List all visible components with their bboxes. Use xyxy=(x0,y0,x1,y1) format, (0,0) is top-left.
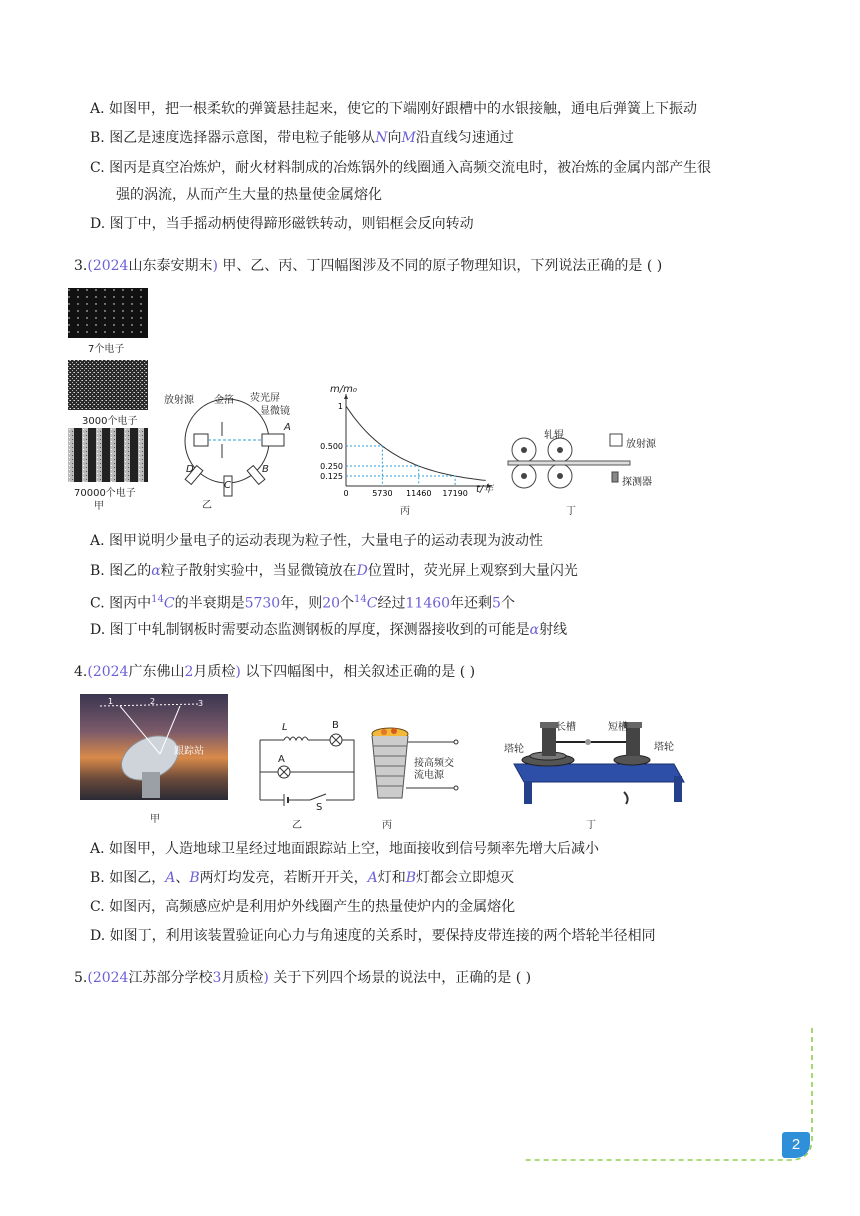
q3-figure-yi xyxy=(164,386,314,516)
label-inductor-l: L xyxy=(282,722,288,733)
q2-option-c-line1: C. 图丙是真空冶炼炉，耐火材料制成的冶炼锅外的线圈通入高频交流电时，被冶炼的金属内部产生很 xyxy=(90,160,712,176)
q2-option-b: B. 图乙是速度选择器示意图，带电粒子能够从N向M沿直线匀速通过 xyxy=(90,130,514,146)
y-tick-label: 0.500 xyxy=(320,442,343,451)
label-detector: 探测器 xyxy=(622,477,652,488)
guide-line xyxy=(346,476,455,486)
q3-figure-ding xyxy=(504,426,684,516)
label-lamp-b: B xyxy=(332,720,339,731)
label-microscope: 显微镜 xyxy=(260,406,290,417)
q2-option-a: A. 如图甲，把一根柔软的弹簧悬挂起来，使它的下端刚好跟槽中的水银接触，通电后弹簧上下振动 xyxy=(90,101,698,117)
caption-q4-ding: 丁 xyxy=(586,820,596,831)
x-tick-label: 0 xyxy=(343,489,349,498)
q4-option-c: C. 如图丙，高频感应炉是利用炉外线圈产生的热量使炉内的金属熔化 xyxy=(90,899,516,915)
label-position-a: A xyxy=(284,422,291,433)
caption-bing: 丙 xyxy=(400,506,410,517)
label-hf-source-1: 接高频交 xyxy=(414,758,454,769)
caption-q4-yi: 乙 xyxy=(292,820,302,831)
label-gold-foil: 金箔 xyxy=(214,395,234,406)
centripetal-force-apparatus xyxy=(504,712,694,812)
label-switch-s: S xyxy=(316,802,323,813)
label-rollers: 轧辊 xyxy=(544,430,564,441)
decay-curve xyxy=(346,406,486,480)
image-70000-electrons xyxy=(68,428,148,482)
q2-option-c-line2: 强的涡流，从而产生大量的热量使金属熔化 xyxy=(116,187,382,203)
label-tower-wheel-right: 塔轮 xyxy=(654,742,674,753)
q4-stem: 4.(2024广东佛山2月质检) 以下四幅图中，相关叙述正确的是 ( ) xyxy=(74,664,476,680)
y-tick-label: 0.125 xyxy=(320,472,343,481)
q4-option-a: A. 如图甲，人造地球卫星经过地面跟踪站上空，地面接收到信号频率先增大后减小 xyxy=(90,841,600,857)
caption-q4-jia: 甲 xyxy=(150,814,160,825)
label-tower-wheel-left: 塔轮 xyxy=(504,744,524,755)
circuit-diagram xyxy=(254,720,364,806)
q4-figure-ding xyxy=(504,712,694,831)
label-3000-electrons: 3000个电子 xyxy=(82,416,138,427)
q3-figure-jia xyxy=(66,288,156,512)
caption-q4-bing: 丙 xyxy=(382,820,392,831)
label-ding-source: 放射源 xyxy=(626,439,656,450)
q3-option-d: D. 图丁中轧制钢板时需要动态监测钢板的厚度，探测器接收到的可能是α射线 xyxy=(90,622,568,638)
label-position-c: C xyxy=(224,480,231,491)
image-3000-electrons xyxy=(68,360,148,410)
q5-stem: 5.(2024江苏部分学校3月质检) 关于下列四个场景的说法中，正确的是 ( ) xyxy=(74,970,532,986)
label-position-d: D xyxy=(186,464,194,475)
y-tick-label: 0.250 xyxy=(320,462,343,471)
electron-interference-images xyxy=(66,288,156,508)
svg-text:2: 2 xyxy=(150,697,156,706)
image-7-electrons xyxy=(68,288,148,338)
label-tracking-station: 跟踪站 xyxy=(174,746,204,757)
page-corner-decoration xyxy=(520,1020,820,1170)
svg-text:3: 3 xyxy=(198,699,204,708)
label-long-slot: 长槽 xyxy=(556,722,576,733)
page-number: 2 xyxy=(791,1136,801,1153)
caption-jia: 甲 xyxy=(94,501,104,512)
label-position-b: B xyxy=(262,464,269,475)
q3-option-b: B. 图乙的α粒子散射实验中，当显微镜放在D位置时，荧光屏上观察到大量闪光 xyxy=(90,563,578,579)
label-short-slot: 短槽 xyxy=(608,722,628,733)
y-tick-label: 1 xyxy=(337,402,343,411)
chart-xlabel: t/年 xyxy=(476,484,494,495)
q4-figure-yi xyxy=(254,720,364,831)
label-7-electrons: 7个电子 xyxy=(88,344,125,355)
rolling-mill-diagram xyxy=(504,426,684,506)
x-tick-label: 5730 xyxy=(372,489,393,498)
label-fluorescent-screen: 荧光屏 xyxy=(250,393,280,404)
q2-option-d: D. 图丁中，当手摇动柄使得蹄形磁铁转动，则铝框会反向转动 xyxy=(90,216,474,232)
q3-figure-bing xyxy=(316,384,502,517)
q3-option-c: C. 图丙中$^{14}$C的半衰期是5730年，则20个$^{14}$C经过11460年还剩5个 xyxy=(90,594,515,612)
label-radioactive-source: 放射源 xyxy=(164,395,194,406)
x-tick-label: 11460 xyxy=(406,489,432,498)
q4-option-d: D. 如图丁，利用该装置验证向心力与角速度的关系时，要保持皮带连接的两个塔轮半径相同 xyxy=(90,928,656,944)
q3-stem: 3.(2024山东泰安期末) 甲、乙、丙、丁四幅图涉及不同的原子物理知识，下列说法正确的是 ( ) xyxy=(74,258,663,274)
caption-ding: 丁 xyxy=(566,506,576,517)
caption-yi: 乙 xyxy=(202,500,212,511)
q4-figure-jia xyxy=(80,694,230,824)
label-lamp-a: A xyxy=(278,754,285,765)
q4-option-b: B. 如图乙，A、B两灯均发亮，若断开开关，A灯和B灯都会立即熄灭 xyxy=(90,870,515,886)
label-hf-source-2: 流电源 xyxy=(414,770,444,781)
x-tick-label: 17190 xyxy=(442,489,468,498)
decay-chart xyxy=(316,384,502,504)
q4-figure-bing xyxy=(366,718,476,831)
radar-dish-icon xyxy=(80,694,228,800)
label-70000-electrons: 70000个电子 xyxy=(74,488,136,499)
svg-text:1: 1 xyxy=(108,697,114,706)
tracking-station-photo xyxy=(80,694,228,800)
q3-option-a: A. 图甲说明少量电子的运动表现为粒子性，大量电子的运动表现为波动性 xyxy=(90,533,544,549)
chart-ylabel: m/m₀ xyxy=(330,384,357,395)
